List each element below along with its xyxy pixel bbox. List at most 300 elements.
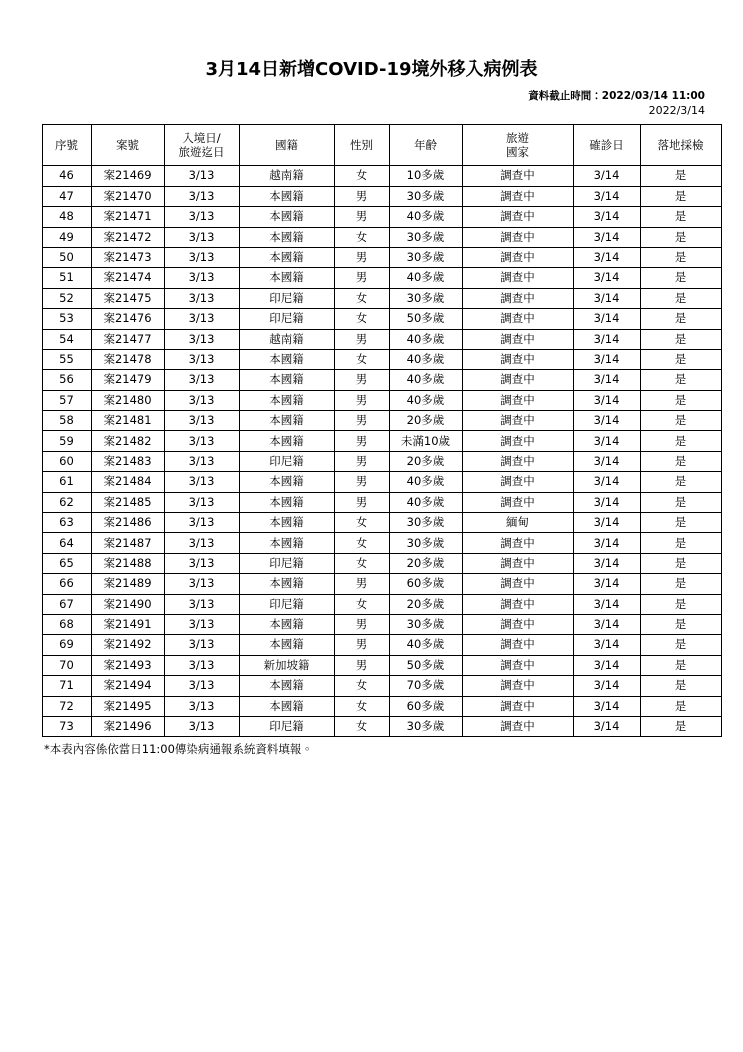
cell-nationality: 本國籍 xyxy=(239,676,334,696)
table-row xyxy=(42,574,721,594)
cell-seq: 65 xyxy=(42,553,91,573)
column-header-age: 年齡 xyxy=(389,125,462,166)
column-header-seq: 序號 xyxy=(42,125,91,166)
cell-age: 30多歲 xyxy=(389,227,462,247)
table-row xyxy=(42,615,721,635)
cell-age: 30多歲 xyxy=(389,615,462,635)
cell-case-no: 案21482 xyxy=(91,431,164,451)
table-row xyxy=(42,227,721,247)
cell-entry-date: 3/13 xyxy=(164,451,239,471)
cell-seq: 71 xyxy=(42,676,91,696)
cell-confirm-date: 3/14 xyxy=(573,574,640,594)
cell-onsite-test: 是 xyxy=(640,247,721,267)
cell-travel-country: 調查中 xyxy=(462,553,573,573)
cell-travel-country: 調查中 xyxy=(462,411,573,431)
cell-nationality: 印尼籍 xyxy=(239,309,334,329)
cell-confirm-date: 3/14 xyxy=(573,186,640,206)
cell-case-no: 案21479 xyxy=(91,370,164,390)
cell-onsite-test: 是 xyxy=(640,411,721,431)
table-row xyxy=(42,676,721,696)
cell-seq: 57 xyxy=(42,390,91,410)
cell-case-no: 案21496 xyxy=(91,716,164,736)
cell-onsite-test: 是 xyxy=(640,309,721,329)
cell-confirm-date: 3/14 xyxy=(573,247,640,267)
cell-entry-date: 3/13 xyxy=(164,431,239,451)
page-title: 3月14日新增COVID-19境外移入病例表 xyxy=(205,59,538,80)
cell-seq: 60 xyxy=(42,451,91,471)
cell-entry-date: 3/13 xyxy=(164,533,239,553)
cell-onsite-test: 是 xyxy=(640,166,721,186)
cell-nationality: 印尼籍 xyxy=(239,594,334,614)
cell-nationality: 本國籍 xyxy=(239,247,334,267)
cell-age: 40多歲 xyxy=(389,390,462,410)
table-row xyxy=(42,553,721,573)
cell-seq: 49 xyxy=(42,227,91,247)
cell-age: 30多歲 xyxy=(389,288,462,308)
cell-entry-date: 3/13 xyxy=(164,411,239,431)
cell-age: 40多歲 xyxy=(389,268,462,288)
cell-sex: 男 xyxy=(334,186,389,206)
cell-case-no: 案21490 xyxy=(91,594,164,614)
cell-travel-country: 調查中 xyxy=(462,431,573,451)
cell-entry-date: 3/13 xyxy=(164,492,239,512)
cell-entry-date: 3/13 xyxy=(164,390,239,410)
cell-nationality: 本國籍 xyxy=(239,411,334,431)
cell-confirm-date: 3/14 xyxy=(573,635,640,655)
cell-case-no: 案21489 xyxy=(91,574,164,594)
cell-case-no: 案21483 xyxy=(91,451,164,471)
cell-seq: 51 xyxy=(42,268,91,288)
cell-travel-country: 調查中 xyxy=(462,635,573,655)
cell-travel-country: 調查中 xyxy=(462,309,573,329)
cell-seq: 61 xyxy=(42,472,91,492)
table-row xyxy=(42,696,721,716)
cell-sex: 男 xyxy=(334,431,389,451)
column-header-case-no: 案號 xyxy=(91,125,164,166)
cell-travel-country: 調查中 xyxy=(462,594,573,614)
cell-travel-country: 調查中 xyxy=(462,207,573,227)
cell-nationality: 越南籍 xyxy=(239,329,334,349)
data-cutoff-time: 資料截止時間：2022/03/14 11:00 xyxy=(528,90,705,103)
cell-onsite-test: 是 xyxy=(640,349,721,369)
cell-nationality: 本國籍 xyxy=(239,431,334,451)
cell-travel-country: 調查中 xyxy=(462,492,573,512)
cell-nationality: 本國籍 xyxy=(239,615,334,635)
cell-nationality: 本國籍 xyxy=(239,186,334,206)
cell-seq: 55 xyxy=(42,349,91,369)
table-head xyxy=(42,125,721,166)
cell-onsite-test: 是 xyxy=(640,676,721,696)
cell-onsite-test: 是 xyxy=(640,553,721,573)
cell-sex: 女 xyxy=(334,309,389,329)
cell-sex: 女 xyxy=(334,594,389,614)
cell-onsite-test: 是 xyxy=(640,513,721,533)
cell-age: 40多歲 xyxy=(389,492,462,512)
cell-age: 30多歲 xyxy=(389,533,462,553)
cell-case-no: 案21488 xyxy=(91,553,164,573)
table-row xyxy=(42,370,721,390)
table-row xyxy=(42,349,721,369)
cell-onsite-test: 是 xyxy=(640,716,721,736)
table-row xyxy=(42,186,721,206)
cell-confirm-date: 3/14 xyxy=(573,329,640,349)
cell-seq: 54 xyxy=(42,329,91,349)
cell-sex: 女 xyxy=(334,533,389,553)
column-header-entry-date-line2: 旅遊迄日 xyxy=(178,145,225,160)
cell-case-no: 案21492 xyxy=(91,635,164,655)
table-row xyxy=(42,492,721,512)
cell-onsite-test: 是 xyxy=(640,288,721,308)
cell-age: 40多歲 xyxy=(389,370,462,390)
cell-entry-date: 3/13 xyxy=(164,186,239,206)
cell-case-no: 案21470 xyxy=(91,186,164,206)
cell-nationality: 本國籍 xyxy=(239,390,334,410)
cell-case-no: 案21495 xyxy=(91,696,164,716)
column-header-nationality: 國籍 xyxy=(239,125,334,166)
cell-confirm-date: 3/14 xyxy=(573,207,640,227)
cell-seq: 58 xyxy=(42,411,91,431)
cell-sex: 男 xyxy=(334,329,389,349)
cell-confirm-date: 3/14 xyxy=(573,411,640,431)
cell-sex: 女 xyxy=(334,716,389,736)
cell-onsite-test: 是 xyxy=(640,207,721,227)
cell-onsite-test: 是 xyxy=(640,329,721,349)
cell-nationality: 本國籍 xyxy=(239,227,334,247)
cell-case-no: 案21485 xyxy=(91,492,164,512)
cell-sex: 女 xyxy=(334,696,389,716)
table-row xyxy=(42,513,721,533)
cell-travel-country: 調查中 xyxy=(462,329,573,349)
cell-travel-country: 調查中 xyxy=(462,716,573,736)
table-row xyxy=(42,472,721,492)
cell-onsite-test: 是 xyxy=(640,574,721,594)
cell-age: 40多歲 xyxy=(389,635,462,655)
cell-confirm-date: 3/14 xyxy=(573,472,640,492)
table-row xyxy=(42,247,721,267)
cell-nationality: 本國籍 xyxy=(239,635,334,655)
cell-confirm-date: 3/14 xyxy=(573,553,640,573)
cell-age: 40多歲 xyxy=(389,207,462,227)
cell-confirm-date: 3/14 xyxy=(573,533,640,553)
table-row xyxy=(42,635,721,655)
cell-confirm-date: 3/14 xyxy=(573,166,640,186)
cell-confirm-date: 3/14 xyxy=(573,716,640,736)
cell-travel-country: 調查中 xyxy=(462,166,573,186)
cell-onsite-test: 是 xyxy=(640,615,721,635)
cell-travel-country: 調查中 xyxy=(462,186,573,206)
cell-entry-date: 3/13 xyxy=(164,309,239,329)
cell-nationality: 本國籍 xyxy=(239,370,334,390)
cell-case-no: 案21477 xyxy=(91,329,164,349)
cell-onsite-test: 是 xyxy=(640,370,721,390)
cell-age: 20多歲 xyxy=(389,553,462,573)
cases-table-container xyxy=(42,124,702,737)
cell-sex: 男 xyxy=(334,635,389,655)
table-header-row xyxy=(42,125,721,166)
column-header-travel-country xyxy=(462,125,573,166)
cell-seq: 70 xyxy=(42,655,91,675)
cell-confirm-date: 3/14 xyxy=(573,492,640,512)
cell-sex: 男 xyxy=(334,615,389,635)
cell-age: 20多歲 xyxy=(389,594,462,614)
report-date: 2022/3/14 xyxy=(648,103,705,117)
cell-sex: 男 xyxy=(334,451,389,471)
cell-case-no: 案21494 xyxy=(91,676,164,696)
cell-case-no: 案21471 xyxy=(91,207,164,227)
table-row xyxy=(42,431,721,451)
cell-sex: 女 xyxy=(334,553,389,573)
cell-age: 60多歲 xyxy=(389,574,462,594)
cell-sex: 男 xyxy=(334,472,389,492)
document-meta xyxy=(0,89,743,118)
cell-seq: 72 xyxy=(42,696,91,716)
cell-confirm-date: 3/14 xyxy=(573,696,640,716)
cell-entry-date: 3/13 xyxy=(164,615,239,635)
cell-onsite-test: 是 xyxy=(640,594,721,614)
cell-entry-date: 3/13 xyxy=(164,370,239,390)
cell-age: 10多歲 xyxy=(389,166,462,186)
cell-confirm-date: 3/14 xyxy=(573,676,640,696)
table-row xyxy=(42,268,721,288)
table-row xyxy=(42,288,721,308)
cell-case-no: 案21481 xyxy=(91,411,164,431)
cell-age: 20多歲 xyxy=(389,451,462,471)
cell-confirm-date: 3/14 xyxy=(573,268,640,288)
cell-seq: 46 xyxy=(42,166,91,186)
cell-nationality: 印尼籍 xyxy=(239,553,334,573)
cell-age: 30多歲 xyxy=(389,513,462,533)
cell-nationality: 印尼籍 xyxy=(239,288,334,308)
cell-onsite-test: 是 xyxy=(640,227,721,247)
cell-sex: 男 xyxy=(334,370,389,390)
cell-age: 30多歲 xyxy=(389,247,462,267)
cell-sex: 男 xyxy=(334,207,389,227)
table-row xyxy=(42,390,721,410)
cell-sex: 男 xyxy=(334,411,389,431)
cell-seq: 62 xyxy=(42,492,91,512)
cell-nationality: 印尼籍 xyxy=(239,451,334,471)
cell-travel-country: 調查中 xyxy=(462,615,573,635)
cell-case-no: 案21484 xyxy=(91,472,164,492)
cell-travel-country: 調查中 xyxy=(462,349,573,369)
column-header-travel-country-line1: 旅遊 xyxy=(506,131,529,146)
cell-travel-country: 調查中 xyxy=(462,390,573,410)
cell-seq: 68 xyxy=(42,615,91,635)
cell-age: 50多歲 xyxy=(389,655,462,675)
cell-sex: 男 xyxy=(334,247,389,267)
cell-onsite-test: 是 xyxy=(640,268,721,288)
cell-travel-country: 調查中 xyxy=(462,472,573,492)
cell-sex: 男 xyxy=(334,574,389,594)
cell-entry-date: 3/13 xyxy=(164,716,239,736)
cell-onsite-test: 是 xyxy=(640,533,721,553)
cell-entry-date: 3/13 xyxy=(164,268,239,288)
cell-entry-date: 3/13 xyxy=(164,635,239,655)
cell-seq: 64 xyxy=(42,533,91,553)
cell-entry-date: 3/13 xyxy=(164,472,239,492)
cell-seq: 66 xyxy=(42,574,91,594)
cell-sex: 女 xyxy=(334,227,389,247)
cell-confirm-date: 3/14 xyxy=(573,451,640,471)
cell-travel-country: 調查中 xyxy=(462,574,573,594)
column-header-sex: 性別 xyxy=(334,125,389,166)
cell-confirm-date: 3/14 xyxy=(573,513,640,533)
cell-travel-country: 調查中 xyxy=(462,696,573,716)
cell-onsite-test: 是 xyxy=(640,635,721,655)
cell-nationality: 本國籍 xyxy=(239,533,334,553)
cell-seq: 52 xyxy=(42,288,91,308)
cell-travel-country: 調查中 xyxy=(462,451,573,471)
cell-nationality: 本國籍 xyxy=(239,513,334,533)
cell-seq: 73 xyxy=(42,716,91,736)
cell-age: 40多歲 xyxy=(389,472,462,492)
cell-seq: 63 xyxy=(42,513,91,533)
cell-onsite-test: 是 xyxy=(640,472,721,492)
cell-sex: 女 xyxy=(334,349,389,369)
cell-onsite-test: 是 xyxy=(640,451,721,471)
cell-onsite-test: 是 xyxy=(640,431,721,451)
cell-sex: 女 xyxy=(334,288,389,308)
cell-entry-date: 3/13 xyxy=(164,696,239,716)
cell-confirm-date: 3/14 xyxy=(573,227,640,247)
cell-case-no: 案21469 xyxy=(91,166,164,186)
table-row xyxy=(42,411,721,431)
column-header-entry-date xyxy=(164,125,239,166)
cell-travel-country: 調查中 xyxy=(462,247,573,267)
cell-case-no: 案21478 xyxy=(91,349,164,369)
column-header-travel-country-line2: 國家 xyxy=(506,145,529,160)
cell-confirm-date: 3/14 xyxy=(573,594,640,614)
cell-confirm-date: 3/14 xyxy=(573,349,640,369)
cell-age: 未滿10歲 xyxy=(389,431,462,451)
cell-travel-country: 調查中 xyxy=(462,370,573,390)
cases-table xyxy=(42,124,722,737)
column-header-entry-date-line1: 入境日/ xyxy=(182,131,221,146)
cell-nationality: 本國籍 xyxy=(239,472,334,492)
cell-travel-country: 緬甸 xyxy=(462,513,573,533)
cell-seq: 50 xyxy=(42,247,91,267)
cell-sex: 女 xyxy=(334,676,389,696)
column-header-onsite-test: 落地採檢 xyxy=(640,125,721,166)
cell-nationality: 本國籍 xyxy=(239,268,334,288)
cell-nationality: 新加坡籍 xyxy=(239,655,334,675)
table-row xyxy=(42,716,721,736)
cell-entry-date: 3/13 xyxy=(164,513,239,533)
cell-travel-country: 調查中 xyxy=(462,533,573,553)
cell-case-no: 案21472 xyxy=(91,227,164,247)
cell-sex: 女 xyxy=(334,513,389,533)
cell-age: 40多歲 xyxy=(389,349,462,369)
cell-onsite-test: 是 xyxy=(640,186,721,206)
cell-confirm-date: 3/14 xyxy=(573,309,640,329)
column-header-confirm-date: 確診日 xyxy=(573,125,640,166)
cell-confirm-date: 3/14 xyxy=(573,431,640,451)
cell-nationality: 本國籍 xyxy=(239,349,334,369)
table-row xyxy=(42,329,721,349)
cell-sex: 男 xyxy=(334,390,389,410)
table-body xyxy=(42,166,721,737)
cell-onsite-test: 是 xyxy=(640,696,721,716)
cell-travel-country: 調查中 xyxy=(462,655,573,675)
cell-onsite-test: 是 xyxy=(640,655,721,675)
cell-age: 30多歲 xyxy=(389,716,462,736)
cell-confirm-date: 3/14 xyxy=(573,390,640,410)
cell-entry-date: 3/13 xyxy=(164,676,239,696)
table-row xyxy=(42,309,721,329)
cell-nationality: 本國籍 xyxy=(239,574,334,594)
cell-age: 50多歲 xyxy=(389,309,462,329)
cell-nationality: 本國籍 xyxy=(239,492,334,512)
cell-age: 40多歲 xyxy=(389,329,462,349)
cell-case-no: 案21473 xyxy=(91,247,164,267)
cell-nationality: 越南籍 xyxy=(239,166,334,186)
cell-case-no: 案21475 xyxy=(91,288,164,308)
cell-confirm-date: 3/14 xyxy=(573,288,640,308)
table-row xyxy=(42,207,721,227)
cell-entry-date: 3/13 xyxy=(164,655,239,675)
cell-case-no: 案21491 xyxy=(91,615,164,635)
table-row xyxy=(42,533,721,553)
cell-age: 30多歲 xyxy=(389,186,462,206)
cell-age: 20多歲 xyxy=(389,411,462,431)
cell-age: 60多歲 xyxy=(389,696,462,716)
cell-travel-country: 調查中 xyxy=(462,676,573,696)
cell-entry-date: 3/13 xyxy=(164,288,239,308)
cell-travel-country: 調查中 xyxy=(462,288,573,308)
cell-nationality: 印尼籍 xyxy=(239,716,334,736)
cell-seq: 67 xyxy=(42,594,91,614)
cell-entry-date: 3/13 xyxy=(164,329,239,349)
cell-case-no: 案21487 xyxy=(91,533,164,553)
cell-seq: 69 xyxy=(42,635,91,655)
cell-sex: 男 xyxy=(334,655,389,675)
cell-entry-date: 3/13 xyxy=(164,166,239,186)
cell-nationality: 本國籍 xyxy=(239,696,334,716)
cell-entry-date: 3/13 xyxy=(164,553,239,573)
cell-case-no: 案21480 xyxy=(91,390,164,410)
cell-entry-date: 3/13 xyxy=(164,594,239,614)
cell-seq: 59 xyxy=(42,431,91,451)
cell-seq: 56 xyxy=(42,370,91,390)
cell-onsite-test: 是 xyxy=(640,492,721,512)
cell-entry-date: 3/13 xyxy=(164,247,239,267)
cell-nationality: 本國籍 xyxy=(239,207,334,227)
table-row xyxy=(42,451,721,471)
cell-entry-date: 3/13 xyxy=(164,349,239,369)
cell-seq: 53 xyxy=(42,309,91,329)
cell-entry-date: 3/13 xyxy=(164,207,239,227)
cell-seq: 47 xyxy=(42,186,91,206)
cell-confirm-date: 3/14 xyxy=(573,655,640,675)
cell-case-no: 案21493 xyxy=(91,655,164,675)
cell-seq: 48 xyxy=(42,207,91,227)
table-row xyxy=(42,594,721,614)
cell-sex: 男 xyxy=(334,268,389,288)
table-footnote: *本表內容係依當日11:00傳染病通報系統資料填報。 xyxy=(44,742,313,757)
cell-case-no: 案21486 xyxy=(91,513,164,533)
table-row xyxy=(42,166,721,186)
table-row xyxy=(42,655,721,675)
cell-case-no: 案21474 xyxy=(91,268,164,288)
cell-sex: 女 xyxy=(334,166,389,186)
cell-onsite-test: 是 xyxy=(640,390,721,410)
cell-age: 70多歲 xyxy=(389,676,462,696)
cell-sex: 男 xyxy=(334,492,389,512)
cell-entry-date: 3/13 xyxy=(164,227,239,247)
cell-travel-country: 調查中 xyxy=(462,227,573,247)
cell-entry-date: 3/13 xyxy=(164,574,239,594)
cell-confirm-date: 3/14 xyxy=(573,370,640,390)
